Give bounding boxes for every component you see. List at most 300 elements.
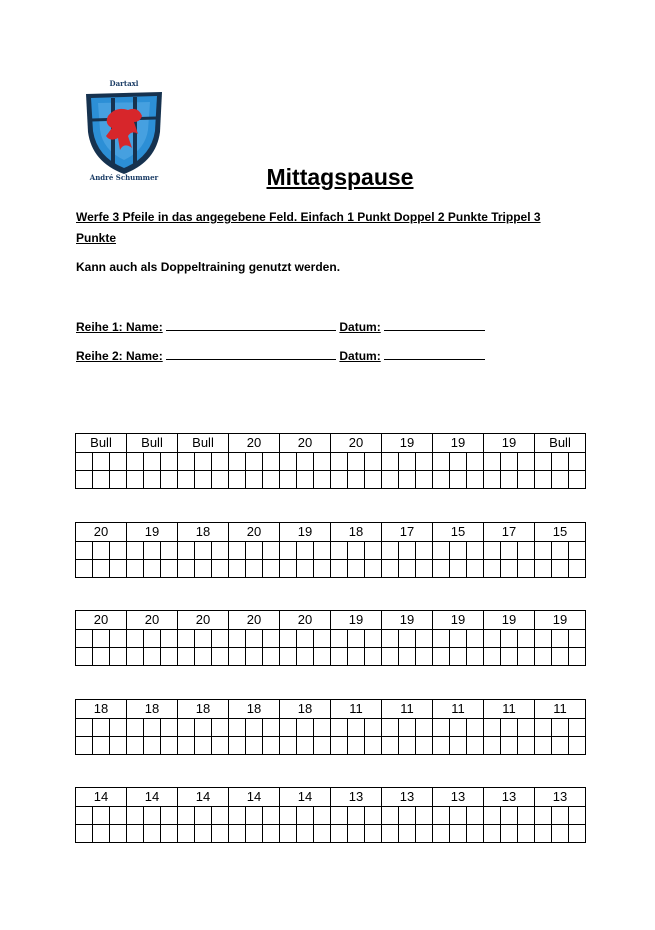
score-cell[interactable] [229,719,246,737]
score-cell[interactable] [263,630,280,648]
score-cell[interactable] [535,560,552,578]
score-cell[interactable] [518,737,535,755]
score-cell[interactable] [161,719,178,737]
score-cell[interactable] [195,471,212,489]
score-cell[interactable] [246,807,263,825]
score-cell[interactable] [348,737,365,755]
score-cell[interactable] [297,630,314,648]
score-cell[interactable] [297,737,314,755]
score-cell[interactable] [110,648,127,666]
score-cell[interactable] [314,807,331,825]
score-cell[interactable] [331,471,348,489]
score-cell[interactable] [382,648,399,666]
score-cell[interactable] [297,719,314,737]
score-cell[interactable] [535,719,552,737]
score-cell[interactable] [535,648,552,666]
score-cell[interactable] [93,825,110,843]
score-cell[interactable] [416,560,433,578]
score-cell[interactable] [263,453,280,471]
score-cell[interactable] [246,825,263,843]
score-cell[interactable] [297,453,314,471]
score-cell[interactable] [229,648,246,666]
score-cell[interactable] [263,648,280,666]
score-cell[interactable] [246,471,263,489]
score-cell[interactable] [382,630,399,648]
score-cell[interactable] [382,560,399,578]
score-cell[interactable] [552,471,569,489]
score-cell[interactable] [280,719,297,737]
score-cell[interactable] [467,560,484,578]
score-cell[interactable] [535,737,552,755]
score-cell[interactable] [552,825,569,843]
score-cell[interactable] [365,719,382,737]
score-cell[interactable] [450,630,467,648]
score-cell[interactable] [127,807,144,825]
score-cell[interactable] [76,825,93,843]
score-cell[interactable] [195,453,212,471]
score-cell[interactable] [331,807,348,825]
score-cell[interactable] [212,737,229,755]
score-cell[interactable] [110,630,127,648]
score-cell[interactable] [110,719,127,737]
score-cell[interactable] [365,630,382,648]
score-cell[interactable] [144,630,161,648]
score-cell[interactable] [178,825,195,843]
score-cell[interactable] [314,737,331,755]
score-cell[interactable] [467,648,484,666]
score-cell[interactable] [212,453,229,471]
score-cell[interactable] [178,542,195,560]
score-cell[interactable] [280,648,297,666]
score-cell[interactable] [331,630,348,648]
score-cell[interactable] [552,560,569,578]
score-cell[interactable] [144,453,161,471]
score-cell[interactable] [127,542,144,560]
score-cell[interactable] [399,630,416,648]
score-cell[interactable] [297,471,314,489]
score-cell[interactable] [110,807,127,825]
score-cell[interactable] [552,630,569,648]
score-cell[interactable] [280,807,297,825]
score-cell[interactable] [484,825,501,843]
score-cell[interactable] [314,825,331,843]
score-cell[interactable] [467,807,484,825]
score-cell[interactable] [110,453,127,471]
score-cell[interactable] [195,719,212,737]
score-cell[interactable] [365,737,382,755]
score-cell[interactable] [144,471,161,489]
score-cell[interactable] [195,807,212,825]
score-cell[interactable] [348,560,365,578]
score-cell[interactable] [178,648,195,666]
score-cell[interactable] [569,737,586,755]
score-cell[interactable] [229,825,246,843]
reihe-2-date-field[interactable] [384,347,485,360]
score-cell[interactable] [212,807,229,825]
score-cell[interactable] [518,719,535,737]
score-cell[interactable] [178,719,195,737]
score-cell[interactable] [246,648,263,666]
score-cell[interactable] [450,471,467,489]
score-cell[interactable] [348,648,365,666]
score-cell[interactable] [518,471,535,489]
score-cell[interactable] [433,630,450,648]
score-cell[interactable] [348,719,365,737]
score-cell[interactable] [212,560,229,578]
score-cell[interactable] [399,542,416,560]
score-cell[interactable] [399,737,416,755]
score-cell[interactable] [382,719,399,737]
score-cell[interactable] [297,807,314,825]
score-cell[interactable] [518,630,535,648]
score-cell[interactable] [501,648,518,666]
score-cell[interactable] [518,825,535,843]
score-cell[interactable] [195,737,212,755]
score-cell[interactable] [195,630,212,648]
score-cell[interactable] [297,825,314,843]
score-cell[interactable] [93,542,110,560]
score-cell[interactable] [518,807,535,825]
score-cell[interactable] [399,825,416,843]
score-cell[interactable] [535,542,552,560]
score-cell[interactable] [144,560,161,578]
score-cell[interactable] [331,719,348,737]
score-cell[interactable] [569,471,586,489]
score-cell[interactable] [348,825,365,843]
score-cell[interactable] [552,737,569,755]
score-cell[interactable] [535,807,552,825]
score-cell[interactable] [450,648,467,666]
score-cell[interactable] [501,807,518,825]
score-cell[interactable] [518,648,535,666]
score-cell[interactable] [127,648,144,666]
score-cell[interactable] [433,737,450,755]
score-cell[interactable] [178,737,195,755]
score-cell[interactable] [144,737,161,755]
score-cell[interactable] [501,630,518,648]
score-cell[interactable] [93,453,110,471]
score-cell[interactable] [331,648,348,666]
reihe-2-name-field[interactable] [166,347,336,360]
score-cell[interactable] [569,807,586,825]
score-cell[interactable] [382,737,399,755]
score-cell[interactable] [535,453,552,471]
score-cell[interactable] [416,648,433,666]
score-cell[interactable] [569,825,586,843]
score-cell[interactable] [501,453,518,471]
score-cell[interactable] [93,807,110,825]
score-cell[interactable] [263,560,280,578]
score-cell[interactable] [501,560,518,578]
score-cell[interactable] [416,825,433,843]
score-cell[interactable] [229,471,246,489]
score-cell[interactable] [263,542,280,560]
score-cell[interactable] [331,560,348,578]
score-cell[interactable] [501,471,518,489]
score-cell[interactable] [382,542,399,560]
score-cell[interactable] [297,648,314,666]
score-cell[interactable] [450,560,467,578]
score-cell[interactable] [314,471,331,489]
score-cell[interactable] [416,630,433,648]
score-cell[interactable] [484,719,501,737]
score-cell[interactable] [297,542,314,560]
score-cell[interactable] [552,648,569,666]
score-cell[interactable] [161,560,178,578]
reihe-1-date-field[interactable] [384,318,485,331]
score-cell[interactable] [365,542,382,560]
score-cell[interactable] [382,471,399,489]
score-cell[interactable] [467,471,484,489]
score-cell[interactable] [246,630,263,648]
score-cell[interactable] [161,825,178,843]
score-cell[interactable] [399,719,416,737]
score-cell[interactable] [569,542,586,560]
score-cell[interactable] [382,453,399,471]
score-cell[interactable] [365,807,382,825]
score-cell[interactable] [314,630,331,648]
score-cell[interactable] [433,825,450,843]
score-cell[interactable] [280,453,297,471]
score-cell[interactable] [127,737,144,755]
score-cell[interactable] [212,630,229,648]
score-cell[interactable] [161,807,178,825]
score-cell[interactable] [331,737,348,755]
score-cell[interactable] [127,719,144,737]
score-cell[interactable] [178,471,195,489]
score-cell[interactable] [450,542,467,560]
score-cell[interactable] [144,807,161,825]
score-cell[interactable] [399,648,416,666]
score-cell[interactable] [433,453,450,471]
score-cell[interactable] [416,471,433,489]
score-cell[interactable] [331,453,348,471]
score-cell[interactable] [348,807,365,825]
score-cell[interactable] [382,807,399,825]
score-cell[interactable] [280,737,297,755]
score-cell[interactable] [127,453,144,471]
score-cell[interactable] [552,719,569,737]
score-cell[interactable] [348,471,365,489]
score-cell[interactable] [110,737,127,755]
score-cell[interactable] [501,737,518,755]
score-cell[interactable] [212,719,229,737]
score-cell[interactable] [178,453,195,471]
score-cell[interactable] [552,542,569,560]
score-cell[interactable] [212,542,229,560]
score-cell[interactable] [535,630,552,648]
score-cell[interactable] [280,825,297,843]
score-cell[interactable] [195,825,212,843]
score-cell[interactable] [212,648,229,666]
score-cell[interactable] [212,825,229,843]
score-cell[interactable] [229,542,246,560]
score-cell[interactable] [76,453,93,471]
score-cell[interactable] [416,807,433,825]
score-cell[interactable] [569,648,586,666]
score-cell[interactable] [93,471,110,489]
score-cell[interactable] [467,719,484,737]
score-cell[interactable] [416,453,433,471]
score-cell[interactable] [501,825,518,843]
score-cell[interactable] [161,471,178,489]
score-cell[interactable] [229,737,246,755]
score-cell[interactable] [365,825,382,843]
score-cell[interactable] [127,825,144,843]
score-cell[interactable] [280,542,297,560]
score-cell[interactable] [467,630,484,648]
score-cell[interactable] [314,560,331,578]
score-cell[interactable] [484,560,501,578]
score-cell[interactable] [382,825,399,843]
score-cell[interactable] [365,453,382,471]
score-cell[interactable] [433,648,450,666]
score-cell[interactable] [246,453,263,471]
score-cell[interactable] [518,453,535,471]
score-cell[interactable] [399,807,416,825]
score-cell[interactable] [314,453,331,471]
score-cell[interactable] [535,471,552,489]
score-cell[interactable] [178,630,195,648]
score-cell[interactable] [467,453,484,471]
score-cell[interactable] [433,542,450,560]
score-cell[interactable] [416,542,433,560]
score-cell[interactable] [76,471,93,489]
score-cell[interactable] [535,825,552,843]
score-cell[interactable] [569,630,586,648]
score-cell[interactable] [127,560,144,578]
score-cell[interactable] [246,560,263,578]
score-cell[interactable] [280,560,297,578]
score-cell[interactable] [93,630,110,648]
score-cell[interactable] [178,560,195,578]
score-cell[interactable] [450,825,467,843]
score-cell[interactable] [93,560,110,578]
score-cell[interactable] [518,542,535,560]
score-cell[interactable] [110,825,127,843]
score-cell[interactable] [195,560,212,578]
score-cell[interactable] [552,807,569,825]
score-cell[interactable] [76,719,93,737]
score-cell[interactable] [93,737,110,755]
score-cell[interactable] [127,471,144,489]
score-cell[interactable] [195,648,212,666]
score-cell[interactable] [127,630,144,648]
score-cell[interactable] [484,471,501,489]
score-cell[interactable] [110,471,127,489]
score-cell[interactable] [263,825,280,843]
score-cell[interactable] [450,737,467,755]
score-cell[interactable] [93,648,110,666]
score-cell[interactable] [246,542,263,560]
score-cell[interactable] [450,453,467,471]
score-cell[interactable] [195,542,212,560]
score-cell[interactable] [246,737,263,755]
score-cell[interactable] [229,453,246,471]
score-cell[interactable] [484,807,501,825]
score-cell[interactable] [399,560,416,578]
score-cell[interactable] [348,630,365,648]
score-cell[interactable] [161,542,178,560]
score-cell[interactable] [569,719,586,737]
score-cell[interactable] [399,453,416,471]
score-cell[interactable] [433,719,450,737]
score-cell[interactable] [450,719,467,737]
score-cell[interactable] [416,719,433,737]
score-cell[interactable] [348,453,365,471]
score-cell[interactable] [433,471,450,489]
score-cell[interactable] [501,719,518,737]
score-cell[interactable] [246,719,263,737]
score-cell[interactable] [331,542,348,560]
score-cell[interactable] [314,719,331,737]
score-cell[interactable] [110,560,127,578]
score-cell[interactable] [229,807,246,825]
score-cell[interactable] [76,648,93,666]
score-cell[interactable] [365,471,382,489]
score-cell[interactable] [280,471,297,489]
score-cell[interactable] [348,542,365,560]
score-cell[interactable] [263,807,280,825]
score-cell[interactable] [229,560,246,578]
score-cell[interactable] [484,630,501,648]
score-cell[interactable] [263,471,280,489]
score-cell[interactable] [552,453,569,471]
score-cell[interactable] [433,560,450,578]
score-cell[interactable] [569,560,586,578]
score-cell[interactable] [314,542,331,560]
score-cell[interactable] [569,453,586,471]
score-cell[interactable] [161,453,178,471]
score-cell[interactable] [518,560,535,578]
score-cell[interactable] [433,807,450,825]
score-cell[interactable] [365,648,382,666]
score-cell[interactable] [144,648,161,666]
score-cell[interactable] [450,807,467,825]
score-cell[interactable] [484,648,501,666]
score-cell[interactable] [297,560,314,578]
score-cell[interactable] [365,560,382,578]
score-cell[interactable] [110,542,127,560]
score-cell[interactable] [144,825,161,843]
score-cell[interactable] [161,630,178,648]
score-cell[interactable] [76,542,93,560]
score-cell[interactable] [467,542,484,560]
score-cell[interactable] [161,648,178,666]
score-cell[interactable] [161,737,178,755]
score-cell[interactable] [331,825,348,843]
score-cell[interactable] [178,807,195,825]
score-cell[interactable] [484,453,501,471]
score-cell[interactable] [212,471,229,489]
reihe-1-name-field[interactable] [166,318,336,331]
score-cell[interactable] [76,630,93,648]
score-cell[interactable] [76,737,93,755]
score-cell[interactable] [229,630,246,648]
score-cell[interactable] [280,630,297,648]
score-cell[interactable] [76,807,93,825]
score-cell[interactable] [484,542,501,560]
score-cell[interactable] [501,542,518,560]
score-cell[interactable] [93,719,110,737]
score-cell[interactable] [263,719,280,737]
score-cell[interactable] [467,825,484,843]
score-cell[interactable] [314,648,331,666]
score-cell[interactable] [484,737,501,755]
score-cell[interactable] [263,737,280,755]
score-cell[interactable] [144,719,161,737]
score-cell[interactable] [467,737,484,755]
